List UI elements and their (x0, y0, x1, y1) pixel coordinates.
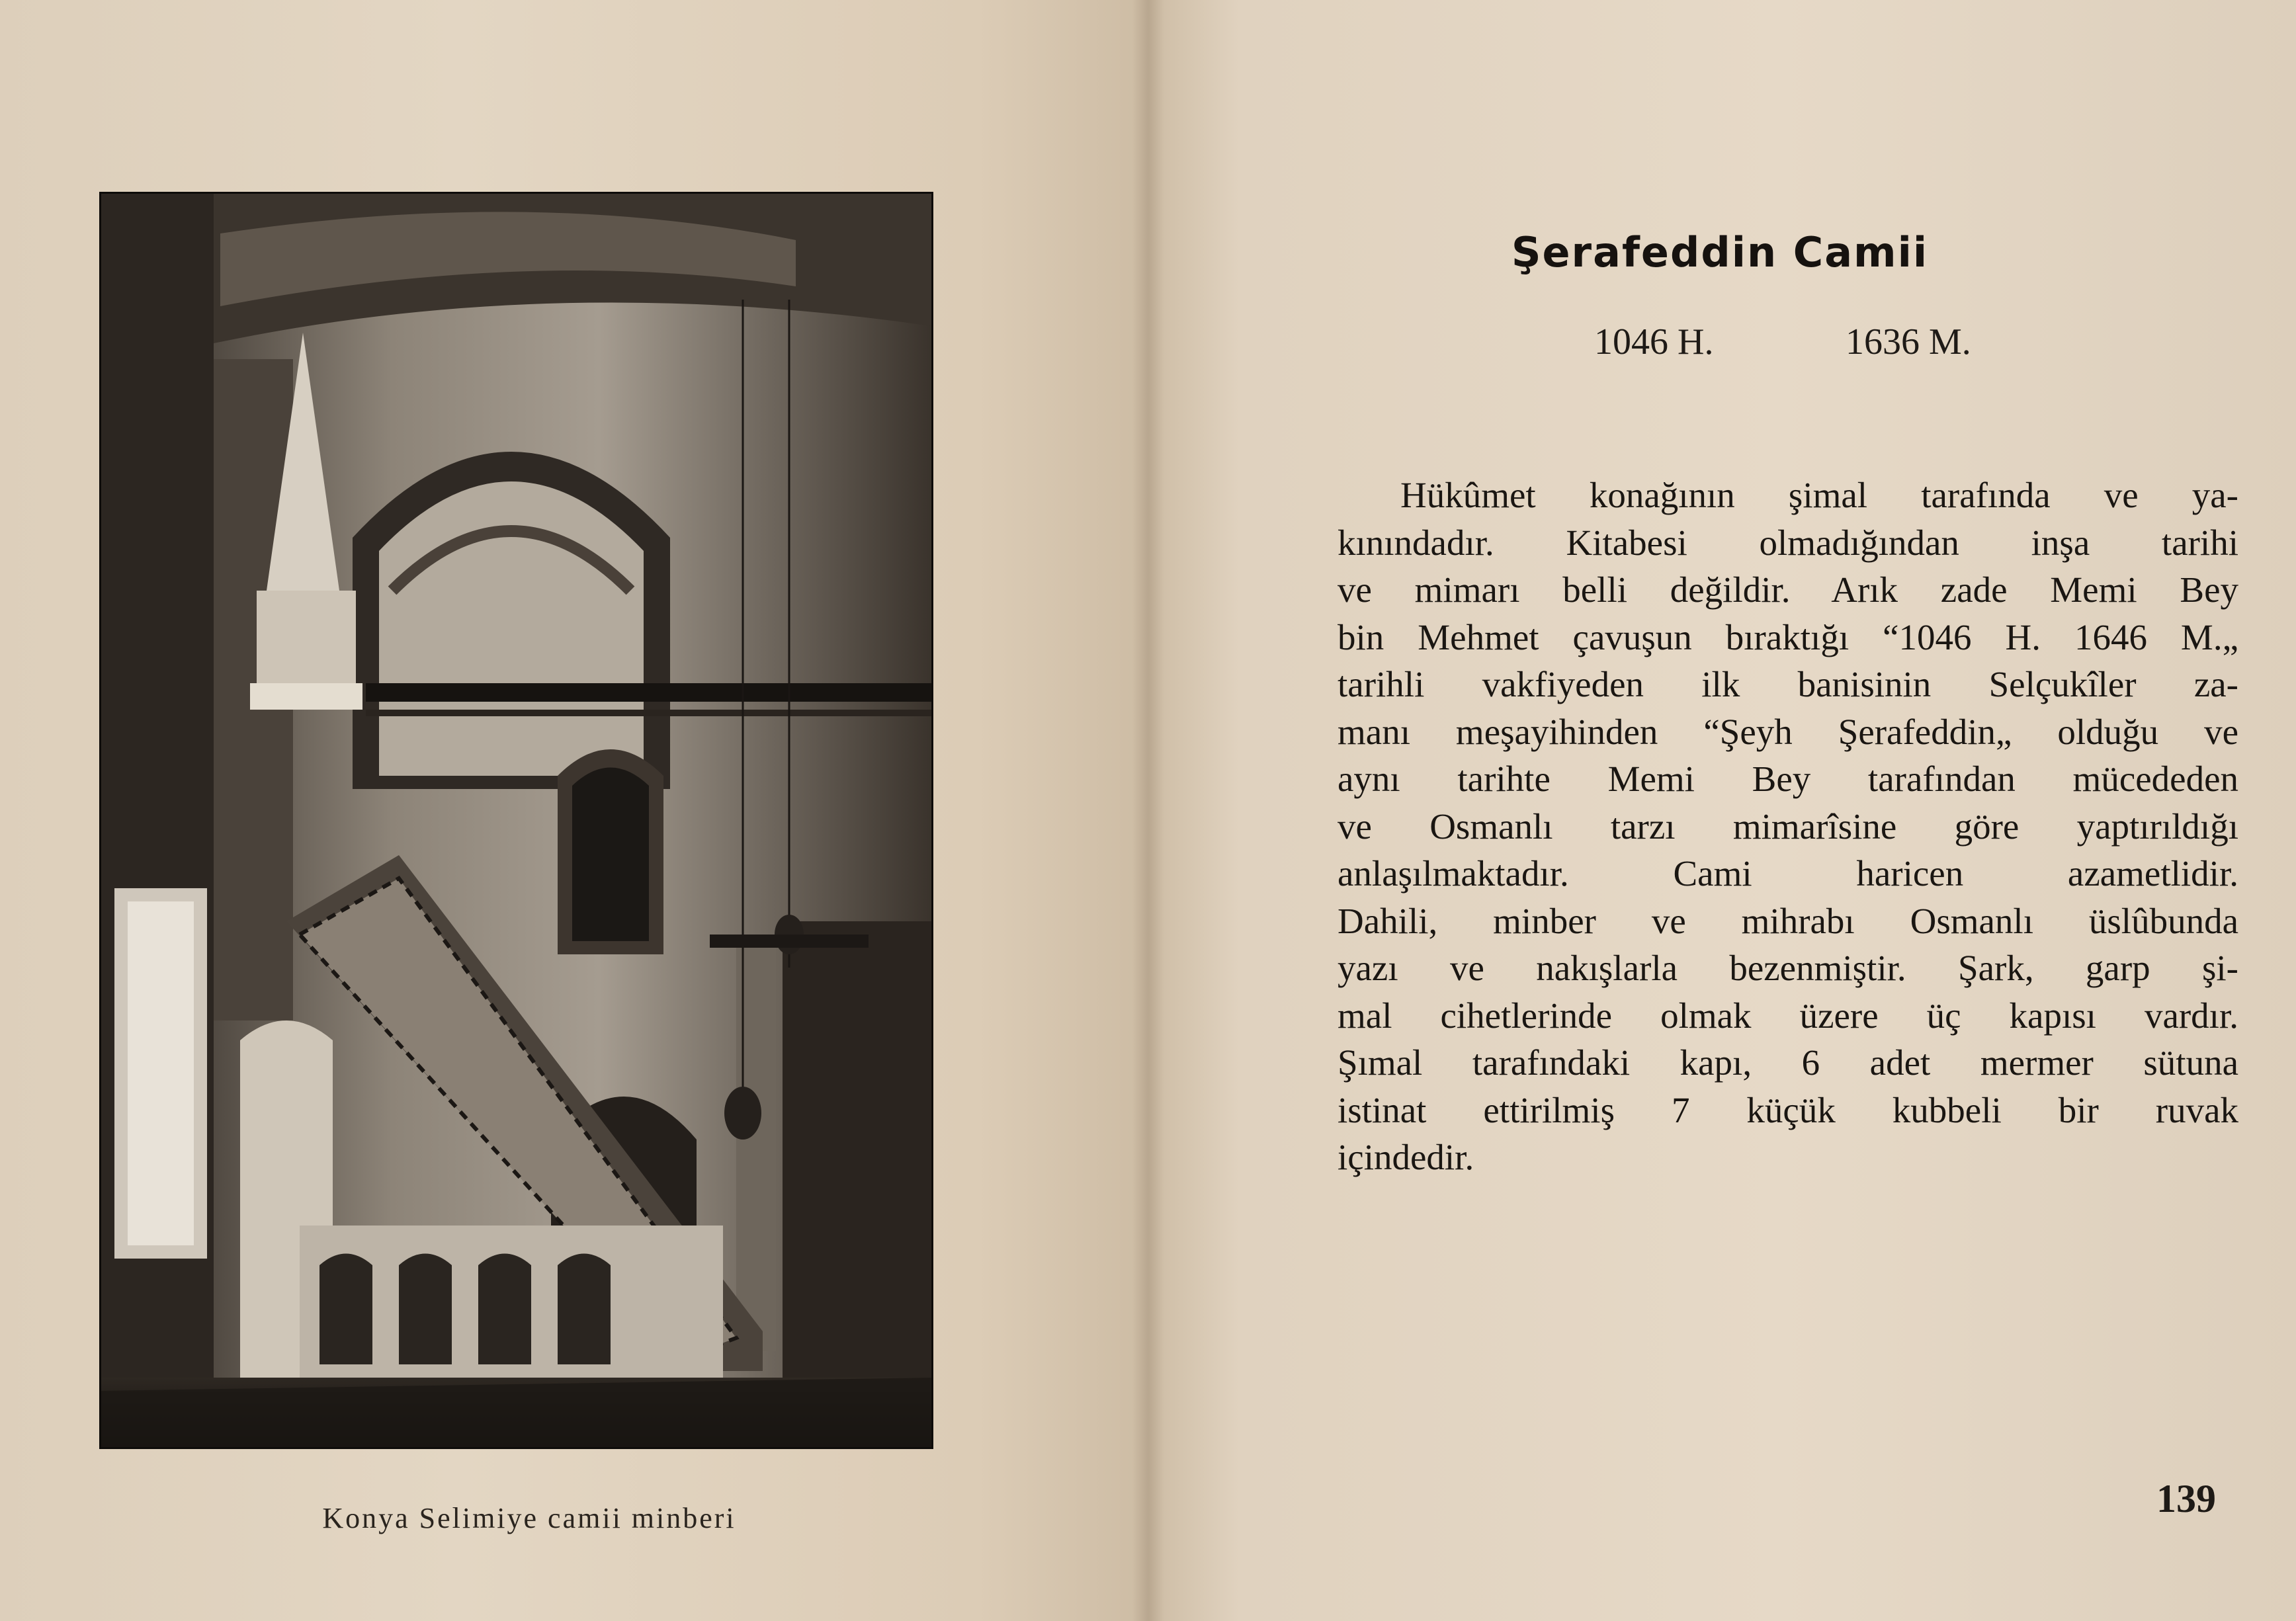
paragraph-line: Dahili, minber ve mihrabı Osmanlı üslûbunda (1338, 900, 2238, 941)
hijri-date: 1046 H. (1594, 321, 1714, 362)
paragraph-line: istinat ettirilmiş 7 küçük kubbeli bir ruvak (1338, 1089, 2238, 1130)
paragraph-line: yazı ve nakışlarla bezenmiştir. Şark, garp şi- (1338, 948, 2238, 988)
article-paragraph (1338, 472, 2238, 1181)
paragraph-line: aynı tarihte Memi Bey tarafından mücededen (1338, 759, 2238, 799)
paragraph-line: bin Mehmet çavuşun bıraktığı “1046 H. 1646 M.„ (1338, 616, 2238, 657)
paragraph-line: Şımal tarafındaki kapı, 6 adet mermer sütuna (1338, 1042, 2238, 1083)
paragraph-line: manı meşayihinden “Şeyh Şerafeddin„ olduğu ve (1338, 711, 2238, 752)
paragraph-line: ve Osmanlı tarzı mimarîsine göre yaptırıldığı (1338, 806, 2238, 847)
paragraph-line: Hükûmet konağının şimal tarafında ve ya- (1400, 475, 2238, 515)
photo-caption: Konya Selimiye camii minberi (322, 1502, 736, 1534)
minbar-photo-illustration (101, 194, 931, 1447)
page-title: Şerafeddin Camii (1511, 228, 1929, 276)
paragraph-line: ve mimarı belli değildir. Arık zade Memi Bey (1338, 569, 2238, 610)
paragraph-line: anlaşılmaktadır. Cami haricen azametlidir. (1338, 853, 2238, 894)
paragraph-line: mal cihetlerinde olmak üzere üç kapısı vardır. (1338, 995, 2238, 1036)
book-gutter (1132, 0, 1164, 1621)
paragraph-line: tarihli vakfiyeden ilk banisinin Selçukîler za- (1338, 664, 2238, 704)
page-number: 139 (2156, 1477, 2216, 1520)
mosque-interior-photo (99, 192, 933, 1449)
paragraph-line: kınındadır. Kitabesi olmadığından inşa tarihi (1338, 522, 2238, 563)
gregorian-date: 1636 M. (1846, 321, 1971, 362)
paragraph-line: içindedir. (1338, 1137, 1474, 1177)
